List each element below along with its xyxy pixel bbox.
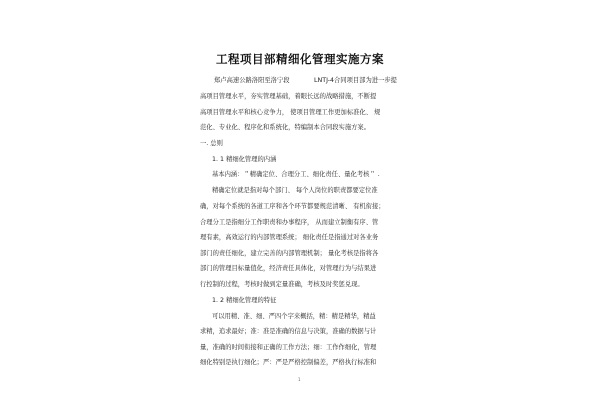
paragraph-line: 高项目管理水平，夯实管理基础，着眼长远的战略措施，不断提 [200, 93, 377, 100]
paragraph-line: 部门的责任细化，建立完善的内部管理机制； 量化考核是指将各 [200, 250, 379, 257]
paragraph-line: LNTJ-4合同项目部为进一步提 [314, 77, 397, 84]
paragraph-line: 高项目管理水平和核心竞争力， 使项目管理工作更加标准化、 规 [200, 109, 381, 116]
paragraph-line: 部门的管理目标量值化，经济责任具体化，对管理行为与结果进 [200, 265, 377, 272]
subsection-heading: 1. 1 精细化管理的内涵 [212, 156, 277, 163]
page-number: 1 [298, 377, 301, 382]
paragraph-line: 理有素，高效运行的内部管理系统； 细化责任是指通过对各业务 [200, 234, 379, 241]
paragraph-line: 行控制的过程，考核时做到定量准确，考核及时奖惩兑现。 [200, 281, 364, 288]
paragraph-line: 精确定位就是指对每个部门、 每个人岗位的职责都要定位准 [212, 187, 378, 194]
paragraph-line: 求精，追求最好；准：准是准确的信息与决策，准确的数据与计 [200, 328, 377, 335]
document-title: 工程项目部精细化管理实施方案 [216, 52, 384, 66]
section-heading: 一. 总则 [200, 140, 223, 147]
paragraph-line: 范化、专业化、程序化和系统化，特编制本合同段实施方案。 [200, 124, 371, 131]
paragraph-line: 郑卢高速公路洛阳至洛宁段 [214, 77, 290, 84]
subsection-heading: 1. 2 精细化管理的特征 [212, 297, 277, 304]
paragraph-line: 可以用精、准、细、严四个字来概括，精：精是精华，精益 [212, 313, 376, 320]
paragraph-line: 确，对每个系统的各道工序和各个环节都要规范清晰、 有机衔接； [200, 203, 385, 210]
paragraph-line: 基本内涵：＂精确定位、合理分工、细化责任、量化考核＂ . [212, 171, 380, 178]
paragraph-line: 量，准确的时间衔接和正确的工作方法；细：工作作细化，管理 [200, 344, 377, 351]
paragraph-line: 合理分工是指细分工作职责和办事程序， 从而建立制衡有序、管 [200, 219, 379, 226]
paragraph-line: 细化特别是执行细化；严：严是严格控制偏差，严格执行标准和 [200, 359, 377, 366]
